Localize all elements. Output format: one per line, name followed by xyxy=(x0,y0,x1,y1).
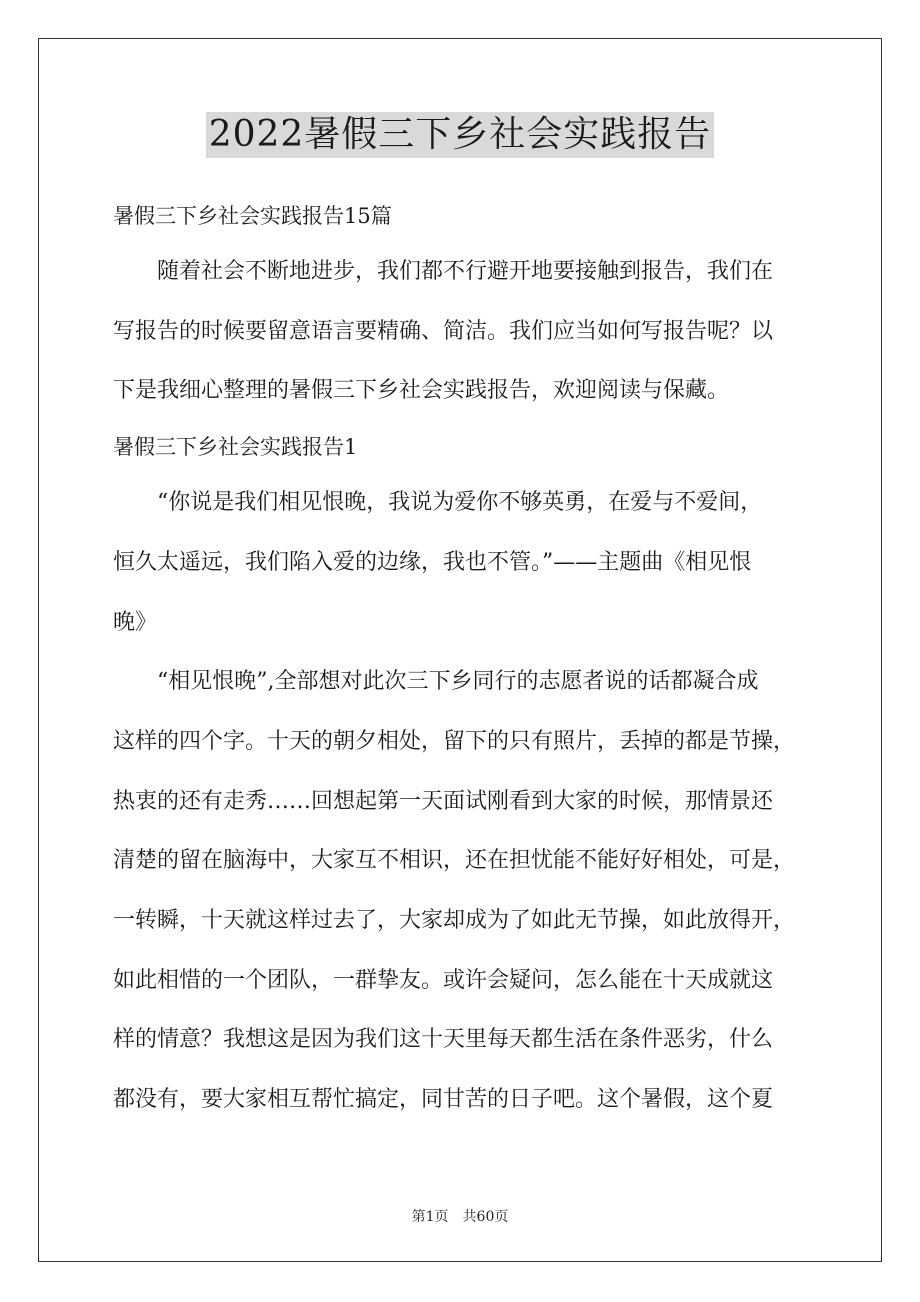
body-line: “相见恨晚”,全部想对此次三下乡同行的志愿者说的话都凝合成 xyxy=(157,669,759,695)
intro-line: 随着社会不断地进步，我们都不行避开地要接触到报告，我们在 xyxy=(157,259,774,284)
body-line: 热衷的还有走秀……回想起第一天面试刚看到大家的时候，那情景还 xyxy=(113,788,774,814)
page-footer xyxy=(0,1206,920,1226)
body-line: 这样的四个字。十天的朝夕相处，留下的只有照片，丢掉的都是节操， xyxy=(113,728,796,754)
quote-line: 晚》 xyxy=(113,609,158,635)
body-line: 如此相惜的一个团队，一群挚友。或许会疑问，怎么能在十天成就这 xyxy=(113,967,774,993)
quote-line: 恒久太遥远，我们陷入爱的边缘，我也不管。”——主题曲《相见恨 xyxy=(113,549,752,575)
quote-line: “你说是我们相见恨晚，我说为爱你不够英勇，在爱与不爱间， xyxy=(157,490,763,516)
section-heading: 暑假三下乡社会实践报告1 xyxy=(113,435,358,460)
intro-line: 写报告的时候要留意语言要精确、简洁。我们应当如何写报告呢？以 xyxy=(113,318,774,344)
title-wrap xyxy=(0,112,920,158)
document-subtitle: 暑假三下乡社会实践报告15篇 xyxy=(113,204,392,228)
intro-line: 下是我细心整理的暑假三下乡社会实践报告，欢迎阅读与保藏。 xyxy=(113,378,730,404)
body-line: 清楚的留在脑海中，大家互不相识，还在担忧能不能好好相处，可是， xyxy=(113,848,796,874)
body-line: 样的情意？我想这是因为我们这十天里每天都生活在条件恶劣，什么 xyxy=(113,1027,774,1053)
document-title: 2022暑假三下乡社会实践报告 xyxy=(206,112,715,158)
document-body xyxy=(113,190,813,1130)
body-line: 一转瞬，十天就这样过去了，大家却成为了如此无节操，如此放得开， xyxy=(113,908,796,934)
body-line: 都没有，要大家相互帮忙搞定，同甘苦的日子吧。这个暑假，这个夏 xyxy=(113,1087,774,1113)
page-number: 第1页 xyxy=(411,1209,449,1225)
page-total: 共60页 xyxy=(462,1209,509,1225)
